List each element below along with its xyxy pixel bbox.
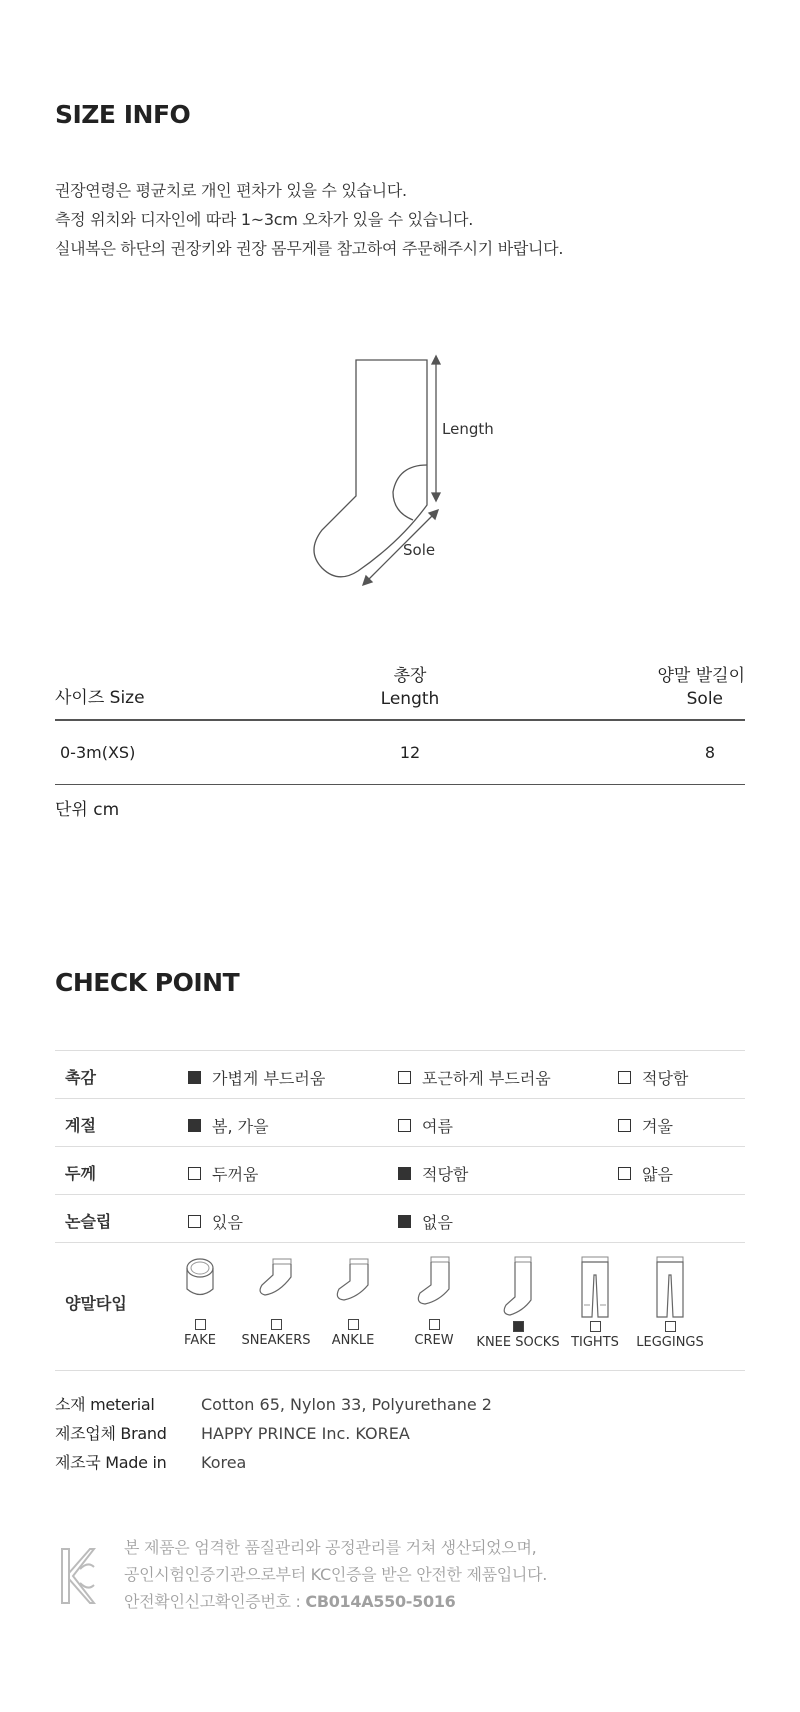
option-label: 가볍게 부드러움 xyxy=(212,1069,326,1088)
check-row-label: 촉감 xyxy=(65,1068,96,1087)
sole-label: Sole xyxy=(403,541,436,559)
unchecked-box-icon xyxy=(590,1321,601,1332)
unchecked-box-icon xyxy=(195,1319,206,1330)
checked-box-icon xyxy=(513,1321,524,1332)
unchecked-box-icon xyxy=(665,1321,676,1332)
kc-line: 공인시험인증기관으로부터 KC인증을 받은 안전한 제품입니다. xyxy=(124,1565,548,1584)
check-row-label: 두께 xyxy=(65,1164,96,1183)
unchecked-box-icon xyxy=(398,1071,411,1084)
brand-key: 제조업체 Brand xyxy=(55,1424,167,1443)
option-label: 있음 xyxy=(212,1213,243,1232)
sock-type-label: FAKE xyxy=(184,1333,216,1348)
material-row xyxy=(55,1390,492,1419)
sock-type-label: TIGHTS xyxy=(571,1335,619,1350)
checked-box-icon xyxy=(188,1071,201,1084)
cell-size: 0-3m(XS) xyxy=(60,743,136,762)
check-row-season xyxy=(55,1099,745,1147)
origin-key: 제조국 Made in xyxy=(55,1453,167,1472)
brand-value: HAPPY PRINCE Inc. KOREA xyxy=(201,1424,410,1443)
size-note: 권장연령은 평균치로 개인 편차가 있을 수 있습니다. xyxy=(55,181,407,200)
check-row-label: 계절 xyxy=(65,1116,96,1135)
check-point-title: CHECK POINT xyxy=(55,968,240,997)
origin-row xyxy=(55,1448,492,1477)
check-option xyxy=(398,1114,453,1137)
size-note: 측정 위치와 디자인에 따라 1~3cm 오차가 있을 수 있습니다. xyxy=(55,210,473,229)
sock-type-label: LEGGINGS xyxy=(636,1335,704,1350)
kc-cert-line xyxy=(124,1588,547,1615)
check-option xyxy=(188,1210,243,1233)
kc-certification-text xyxy=(124,1534,547,1615)
sock-type-crew xyxy=(389,1255,479,1348)
check-row-thickness xyxy=(55,1147,745,1195)
sock-type-label: SNEAKERS xyxy=(241,1333,311,1348)
sock-measure-diagram xyxy=(300,352,520,592)
table-row xyxy=(55,721,745,785)
origin-value: Korea xyxy=(201,1453,247,1472)
sock-type-label: KNEE SOCKS xyxy=(476,1335,560,1350)
check-option xyxy=(618,1162,673,1185)
checked-box-icon xyxy=(398,1167,411,1180)
brand-row xyxy=(55,1419,492,1448)
size-notes xyxy=(55,176,563,263)
option-label: 두꺼움 xyxy=(212,1165,259,1184)
option-label: 적당함 xyxy=(422,1165,469,1184)
kc-mark-icon xyxy=(60,1547,96,1605)
ankle-sock-icon xyxy=(330,1255,376,1305)
option-label: 봄, 가을 xyxy=(212,1117,269,1136)
header-size: 사이즈 Size xyxy=(55,688,145,708)
unchecked-box-icon xyxy=(618,1119,631,1132)
unchecked-box-icon xyxy=(348,1319,359,1330)
leggings-icon xyxy=(650,1255,690,1321)
checked-box-icon xyxy=(398,1215,411,1228)
cell-length: 12 xyxy=(399,743,421,762)
cell-sole: 8 xyxy=(704,743,715,762)
size-note: 실내복은 하단의 권장키와 권장 몸무게를 참고하여 주문해주시기 바랍니다. xyxy=(55,239,564,258)
check-option xyxy=(398,1162,468,1185)
check-option xyxy=(618,1114,673,1137)
header-length-en: Length xyxy=(380,689,440,709)
header-length xyxy=(335,665,485,711)
check-option xyxy=(618,1066,688,1089)
header-sole-ko: 양말 발길이 xyxy=(657,666,745,686)
unchecked-box-icon xyxy=(618,1167,631,1180)
sock-type-leggings xyxy=(625,1255,715,1350)
unchecked-box-icon xyxy=(429,1319,440,1330)
unchecked-box-icon xyxy=(188,1167,201,1180)
crew-sock-icon xyxy=(411,1255,457,1309)
option-label: 적당함 xyxy=(642,1069,689,1088)
kc-cert-number: CB014A550-5016 xyxy=(305,1592,456,1611)
check-option xyxy=(188,1114,269,1137)
knee-sock-icon xyxy=(495,1255,541,1319)
check-point-table xyxy=(55,1050,745,1371)
check-option xyxy=(188,1066,325,1089)
check-row-sock-type xyxy=(55,1243,745,1371)
material-key: 소재 meterial xyxy=(55,1395,155,1414)
kc-cert-prefix: 안전확인신고확인증번호 : xyxy=(124,1592,306,1611)
check-option xyxy=(188,1162,258,1185)
fake-sock-icon xyxy=(180,1255,220,1305)
check-row-touch xyxy=(55,1051,745,1099)
unchecked-box-icon xyxy=(618,1071,631,1084)
header-length-ko: 총장 xyxy=(393,666,427,686)
size-info-title: SIZE INFO xyxy=(55,100,191,129)
header-sole-en: Sole xyxy=(686,689,723,709)
option-label: 포근하게 부드러움 xyxy=(422,1069,551,1088)
kc-line: 본 제품은 엄격한 품질관리와 공정관리를 거쳐 생산되었으며, xyxy=(124,1538,537,1557)
unchecked-box-icon xyxy=(271,1319,282,1330)
check-option xyxy=(398,1210,453,1233)
length-arrow xyxy=(432,356,440,501)
material-value: Cotton 65, Nylon 33, Polyurethane 2 xyxy=(201,1395,492,1414)
tights-icon xyxy=(575,1255,615,1321)
check-row-label: 논슬립 xyxy=(65,1212,112,1231)
sock-type-label: ANKLE xyxy=(331,1333,375,1348)
option-label: 여름 xyxy=(422,1117,453,1136)
checked-box-icon xyxy=(188,1119,201,1132)
check-option xyxy=(398,1066,551,1089)
sneakers-sock-icon xyxy=(253,1255,299,1305)
option-label: 겨울 xyxy=(642,1117,673,1136)
unit-note: 단위 cm xyxy=(55,800,120,820)
unchecked-box-icon xyxy=(188,1215,201,1228)
material-info xyxy=(55,1390,492,1477)
check-row-label: 양말타입 xyxy=(65,1294,127,1313)
length-label: Length xyxy=(442,420,494,438)
sock-type-ankle xyxy=(308,1255,398,1348)
header-sole xyxy=(625,665,745,711)
size-table xyxy=(55,663,745,785)
check-row-nonslip xyxy=(55,1195,745,1243)
unchecked-box-icon xyxy=(398,1119,411,1132)
option-label: 얇음 xyxy=(642,1165,673,1184)
option-label: 없음 xyxy=(422,1213,453,1232)
size-table-header xyxy=(55,663,745,721)
sock-type-label: CREW xyxy=(414,1333,454,1348)
